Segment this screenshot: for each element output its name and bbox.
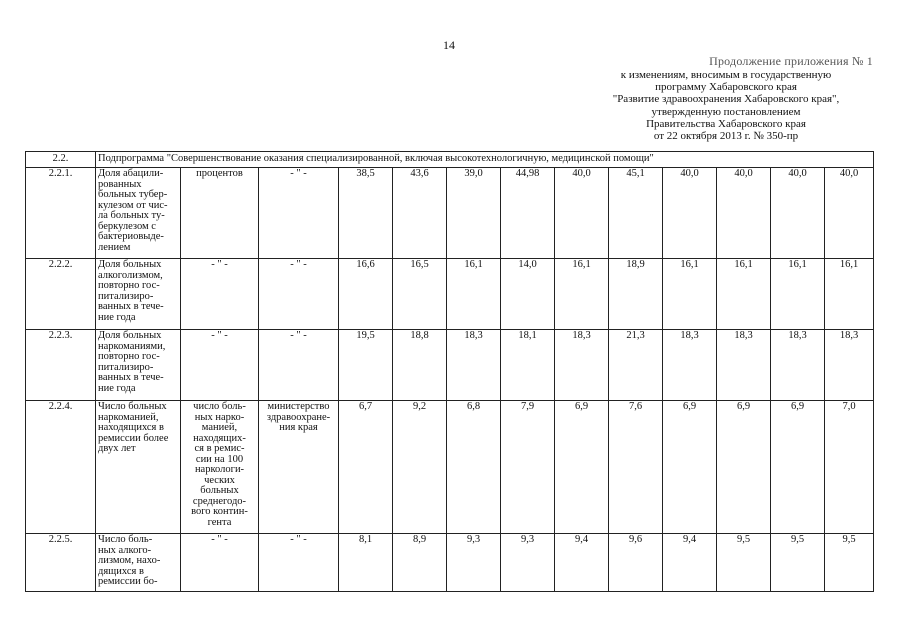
indicator-code: 2.2.3. [26, 330, 96, 401]
indicator-code: 2.2.5. [26, 534, 96, 592]
cell-line: ванных в тече- [98, 372, 164, 383]
indicator-value: 40,0 [555, 168, 609, 259]
indicator-name [96, 534, 181, 592]
cell-line: находящих- [193, 432, 246, 444]
cell-line: повторно гос- [98, 351, 160, 362]
indicator-value: 18,3 [555, 330, 609, 401]
indicator-executor [259, 401, 339, 534]
indicator-name [96, 401, 181, 534]
cell-line: повторно гос- [98, 280, 160, 291]
indicator-value: 18,3 [825, 330, 874, 401]
cell-line: ремиссии бо- [98, 576, 158, 587]
indicator-value: 16,6 [339, 259, 393, 330]
indicator-name [96, 259, 181, 330]
cell-line: - " - [211, 259, 228, 270]
indicator-value: 7,0 [825, 401, 874, 534]
indicator-value: 40,0 [663, 168, 717, 259]
indicator-value: 39,0 [447, 168, 501, 259]
indicator-value: 8,9 [393, 534, 447, 592]
indicator-unit [181, 330, 259, 401]
indicator-value: 6,7 [339, 401, 393, 534]
header-line: утвержденную постановлением [651, 105, 801, 118]
cell-line: манией, [201, 422, 238, 433]
cell-line: ных нарко- [194, 411, 245, 423]
indicator-code: 2.2.2. [26, 259, 96, 330]
indicator-value: 9,2 [393, 401, 447, 534]
indicator-row [26, 168, 874, 259]
cell-line: бактериовыде- [98, 231, 164, 242]
indicator-value: 16,5 [393, 259, 447, 330]
cell-line: Доля больных [98, 259, 162, 270]
cell-line: ся в ремис- [194, 443, 245, 454]
cell-line: наркоманией, [98, 411, 159, 423]
cell-line: Доля абацили- [98, 168, 164, 179]
cell-line: находящихся в [98, 422, 164, 433]
indicator-value: 6,9 [555, 401, 609, 534]
indicator-row [26, 330, 874, 401]
cell-line: ла больных ту- [98, 210, 165, 221]
indicator-value: 18,3 [717, 330, 771, 401]
indicator-row [26, 534, 874, 592]
header-line: Правительства Хабаровского края [646, 117, 806, 130]
indicator-executor [259, 168, 339, 259]
cell-line: ние года [98, 311, 136, 323]
indicator-code: 2.2.1. [26, 168, 96, 259]
indicator-unit [181, 401, 259, 534]
cell-line: лизмом, нахо- [98, 555, 161, 566]
header-line: к изменениям, вносимым в государственную [620, 69, 832, 81]
indicator-value: 40,0 [717, 168, 771, 259]
indicator-value: 6,9 [663, 401, 717, 534]
cell-line: - " - [290, 330, 307, 341]
indicators-table [25, 151, 874, 592]
indicator-name [96, 168, 181, 259]
indicator-value: 9,4 [663, 534, 717, 592]
indicator-value: 7,9 [501, 401, 555, 534]
indicator-value: 9,5 [717, 534, 771, 592]
indicator-value: 16,1 [663, 259, 717, 330]
cell-line: ческих [204, 474, 235, 486]
indicator-value: 19,5 [339, 330, 393, 401]
indicator-unit [181, 259, 259, 330]
cell-line: ние года [98, 382, 136, 394]
indicator-value: 18,3 [447, 330, 501, 401]
indicator-value: 16,1 [447, 259, 501, 330]
header-line: от 22 октября 2013 г. № 350-пр [653, 130, 799, 143]
cell-line: ния края [279, 422, 318, 433]
subprogram-title: Подпрограмма "Совершенствование оказания специализированной, включая высокотехнологичную, медицинской помощи" [96, 152, 874, 168]
cell-line: рованных [98, 178, 142, 190]
indicator-value: 40,0 [771, 168, 825, 259]
cell-line: наркоманиями, [98, 340, 166, 352]
cell-line: - " - [211, 534, 228, 545]
indicator-value: 9,5 [771, 534, 825, 592]
indicator-value: 21,3 [609, 330, 663, 401]
cell-line: наркологи- [194, 464, 245, 475]
cell-line: здравоохране- [266, 411, 331, 423]
cell-line: лением [98, 241, 131, 253]
subprogram-row [26, 152, 874, 168]
indicator-value: 18,3 [771, 330, 825, 401]
subprogram-code: 2.2. [26, 152, 96, 168]
indicator-value: 43,6 [393, 168, 447, 259]
indicator-value: 14,0 [501, 259, 555, 330]
indicator-code: 2.2.4. [26, 401, 96, 534]
indicator-value: 18,8 [393, 330, 447, 401]
cell-line: больных [200, 485, 239, 496]
indicator-executor [259, 534, 339, 592]
cell-line: число боль- [193, 401, 246, 412]
indicator-value: 18,1 [501, 330, 555, 401]
cell-line: министерство [267, 401, 330, 412]
indicator-name [96, 330, 181, 401]
cell-line: среднегодо- [192, 495, 247, 507]
indicator-value: 9,3 [501, 534, 555, 592]
indicator-value: 9,4 [555, 534, 609, 592]
indicator-value: 6,9 [771, 401, 825, 534]
indicator-value: 45,1 [609, 168, 663, 259]
cell-line: сии на 100 [195, 453, 244, 465]
header-line: программу Хабаровского края [655, 81, 797, 94]
indicator-value: 9,6 [609, 534, 663, 592]
cell-line: больных тубер- [98, 189, 168, 200]
cell-line: - " - [290, 534, 307, 545]
cell-line: кулезом от чис- [98, 199, 168, 211]
cell-line: двух лет [98, 443, 136, 454]
indicator-value: 16,1 [717, 259, 771, 330]
cell-line: дящихся в [98, 565, 144, 577]
indicator-value: 16,1 [825, 259, 874, 330]
header-line: "Развитие здравоохранения Хабаровского края", [612, 93, 840, 106]
cell-line: - " - [211, 330, 228, 341]
cell-line: алкоголизмом, [98, 269, 163, 281]
cell-line: ремиссии более [98, 432, 169, 444]
cell-line: Доля больных [98, 330, 162, 341]
cell-line: питализиро- [98, 290, 154, 302]
indicator-executor [259, 330, 339, 401]
indicator-unit [181, 534, 259, 592]
cell-line: гента [207, 516, 232, 528]
cell-line: беркулезом с [98, 220, 156, 232]
indicator-value: 18,9 [609, 259, 663, 330]
indicator-value: 6,9 [717, 401, 771, 534]
cell-line: процентов [196, 168, 243, 179]
indicator-value: 44,98 [501, 168, 555, 259]
cell-line: питализиро- [98, 361, 154, 373]
cell-line: вого контин- [191, 506, 248, 517]
indicator-value: 38,5 [339, 168, 393, 259]
page-number: 14 [443, 38, 455, 52]
indicator-value: 8,1 [339, 534, 393, 592]
appendix-header [566, 69, 886, 142]
indicator-value: 16,1 [771, 259, 825, 330]
indicator-unit [181, 168, 259, 259]
continuation-label: Продолжение приложения № 1 [709, 54, 873, 68]
indicator-row [26, 401, 874, 534]
cell-line: - " - [290, 168, 307, 179]
cell-line: Число больных [98, 401, 167, 412]
indicator-value: 16,1 [555, 259, 609, 330]
indicator-value: 9,5 [825, 534, 874, 592]
indicator-value: 9,3 [447, 534, 501, 592]
indicator-value: 40,0 [825, 168, 874, 259]
indicator-value: 7,6 [609, 401, 663, 534]
indicator-row [26, 259, 874, 330]
indicator-value: 18,3 [663, 330, 717, 401]
cell-line: ных алкого- [98, 544, 152, 556]
indicator-executor [259, 259, 339, 330]
cell-line: Число боль- [98, 534, 153, 545]
cell-line: - " - [290, 259, 307, 270]
indicator-value: 6,8 [447, 401, 501, 534]
cell-line: ванных в тече- [98, 301, 164, 312]
